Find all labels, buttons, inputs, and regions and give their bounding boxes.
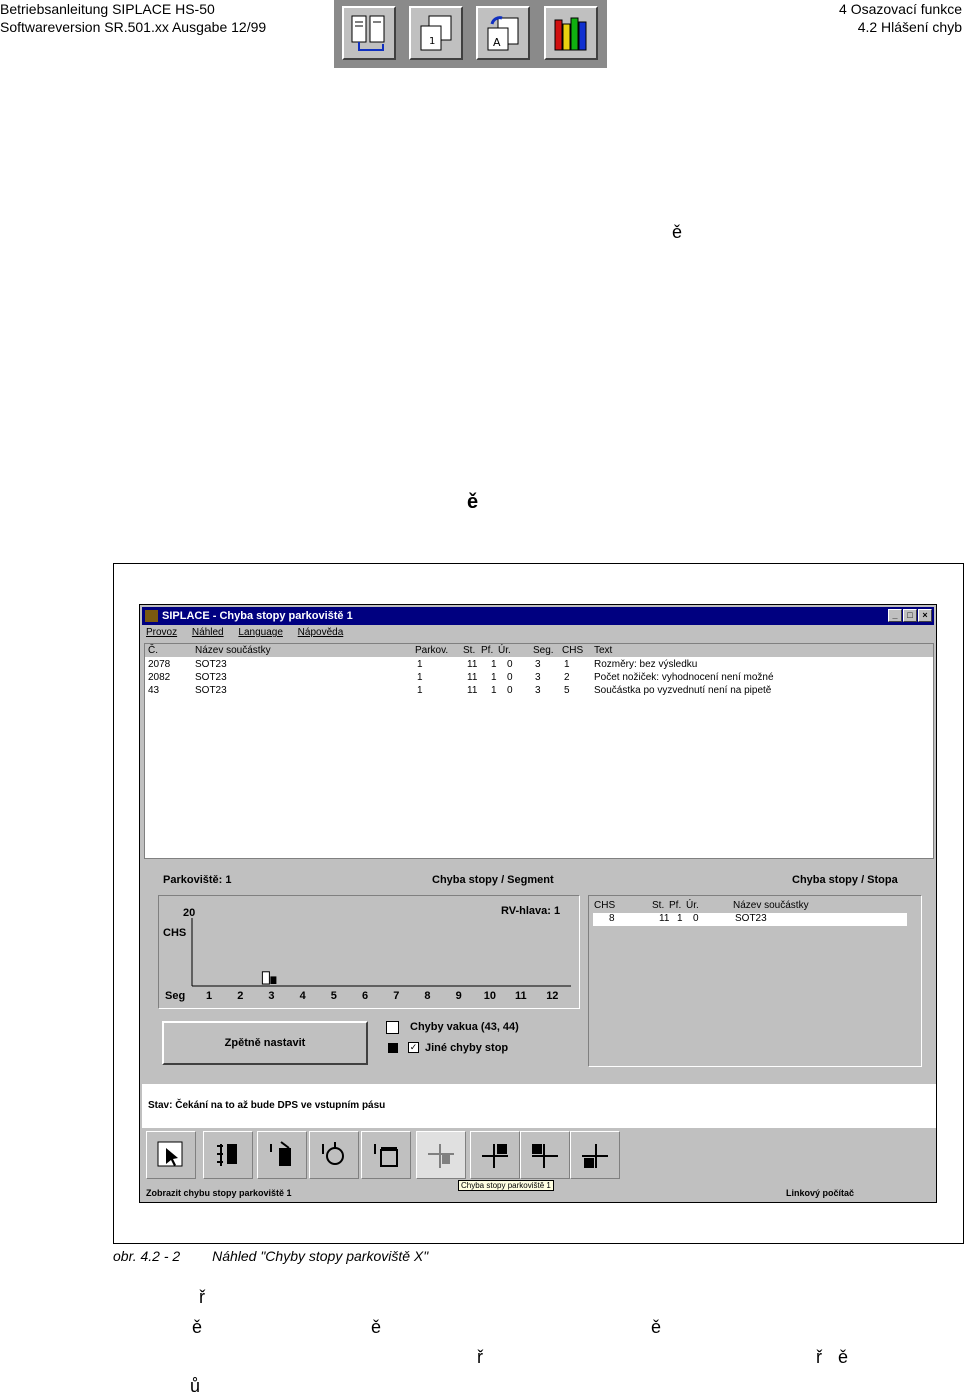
menu-bar [146,626,355,640]
svg-text:A: A [493,36,501,49]
cell: 5 [564,685,570,696]
close-button[interactable]: × [918,609,932,622]
x-tick-label: 4 [299,990,306,1002]
cell: 3 [535,659,541,670]
figure-caption [113,1248,428,1264]
track2-tool-icon[interactable] [470,1131,520,1179]
figure-title: Náhled "Chyby stopy parkoviště X" [212,1248,429,1264]
cell: 11 [467,685,478,696]
x-tick-label: 10 [483,990,497,1002]
cell: 1 [491,685,497,696]
x-tick-label: 1 [206,990,213,1002]
cell: 2078 [148,659,171,670]
svg-text:1: 1 [429,36,436,47]
text-fragment: ě [192,1317,203,1337]
stopa-col-ur: Úr. [686,900,699,911]
legend-other-swatch [388,1043,398,1053]
x-tick-label: 9 [455,990,462,1002]
cell: 3 [535,672,541,683]
pickup-tool-icon[interactable] [203,1131,253,1179]
nozzle-tool-icon[interactable] [309,1131,359,1179]
tooltip: Chyba stopy parkoviště 1 [458,1180,554,1191]
x-tick-label: 8 [424,990,431,1002]
text-fragment: ř [477,1347,483,1367]
legend-vacuum-swatch [386,1021,399,1034]
cell: 1 [491,659,497,670]
cell: 0 [693,913,699,924]
text-fragment: ů [190,1376,201,1396]
header-software-version: Softwareversion SR.501.xx Ausgabe 12/99 [0,19,267,35]
col-st[interactable]: St. [463,645,476,656]
text-fragment: ě [651,1317,662,1337]
stopa-title: Chyba stopy / Stopa [792,874,898,886]
parkoviste-label: Parkoviště: 1 [163,874,232,886]
cell: SOT23 [735,913,767,924]
feeder-tool-icon[interactable] [361,1131,411,1179]
col-seg[interactable]: Seg. [533,645,554,656]
menu-provoz[interactable]: Provoz [146,627,178,638]
statusbar-right: Linkový počítač [786,1188,855,1198]
header-chapter: 4 Osazovací funkce [839,1,962,17]
cell: 11 [467,672,478,683]
x-tick-label: 6 [362,990,369,1002]
x-tick-label: 3 [268,990,275,1002]
siplace-window [139,604,937,1203]
stopa-row[interactable] [593,913,907,926]
track3-tool-icon[interactable] [520,1131,570,1179]
status-text: Stav: Čekání na to až bude DPS ve vstupním pásu [142,1084,936,1128]
table-row[interactable] [145,672,933,684]
cell: 0 [507,659,513,670]
cell: 1 [417,672,423,683]
col-ur[interactable]: Úr. [498,645,511,656]
cell: 1 [417,659,423,670]
cell: 2 [564,672,570,683]
stopa-col-pf: Pf. [669,900,682,911]
cell: 3 [535,685,541,696]
header-manual-title: Betriebsanleitung SIPLACE HS-50 [0,1,215,17]
cell: 43 [148,685,160,696]
col-text[interactable]: Text [594,645,613,656]
window-titlebar [142,607,934,625]
text-fragment: ř [199,1287,205,1307]
pages-icon[interactable] [409,6,463,60]
x-tick-label: 12 [546,990,559,1002]
table-row[interactable] [145,659,933,671]
cell: 11 [659,913,670,924]
select-tool-icon[interactable] [146,1131,196,1179]
table-row[interactable] [145,685,933,697]
figure-number: obr. 4.2 - 2 [113,1248,181,1264]
heading-fragment: ě [467,491,479,513]
menu-language[interactable]: Language [238,627,283,638]
text-fragment: ě [838,1347,849,1367]
book-contents-icon[interactable] [342,6,396,60]
window-title: SIPLACE - Chyba stopy parkoviště 1 [162,610,353,622]
y-axis-label: CHS [163,927,187,939]
cell: 11 [467,659,478,670]
bookshelf-icon[interactable] [544,6,598,60]
track4-tool-icon[interactable] [570,1131,620,1179]
stopa-col-chs: CHS [594,900,616,911]
x-tick-label: 5 [330,990,337,1002]
cell: 8 [609,913,615,924]
legend-vacuum-label: Chyby vakua (43, 44) [410,1021,519,1033]
bar-other-error [270,976,276,984]
cell: 1 [491,672,497,683]
error-list[interactable] [144,643,934,859]
cell: Počet nožiček: vyhodnocení není možné [594,672,774,683]
app-icon [145,610,158,622]
segment-title: Chyba stopy / Segment [432,874,554,886]
navigation-bar [334,0,607,68]
header-section: 4.2 Hlášení chyb [857,19,962,35]
minimize-button[interactable]: _ [888,609,902,622]
col-parkov[interactable]: Parkov. [415,645,449,656]
stopa-col-st: St. [652,900,665,911]
list-header [145,644,933,657]
head-tool-icon[interactable] [257,1131,307,1179]
x-tick-label: 11 [515,990,527,1002]
rv-head-label: RV-hlava: 1 [501,905,561,917]
status-bar [142,1186,936,1201]
x-tick-label: 7 [393,990,400,1002]
bar-vacuum-error [262,972,269,984]
text-fragment: ř [816,1347,822,1367]
track-error-tool-icon[interactable] [416,1131,466,1179]
reset-button[interactable]: Zpětně nastavit [162,1021,368,1065]
col-pf[interactable]: Pf. [481,645,494,656]
col-nazev[interactable]: Název součástky [195,645,271,656]
maximize-button[interactable]: □ [903,609,917,622]
legend-other-checkbox[interactable]: ✓ [409,1042,418,1052]
text-fragment: ě [672,222,683,242]
cell: Součástka po vyzvednutí není na pipetě [594,685,772,696]
legend-other-label: Jiné chyby stop [425,1042,509,1054]
segment-chart-svg [159,896,579,1008]
cell: 0 [507,685,513,696]
text-fragment: ě [371,1317,382,1337]
x-axis-label: Seg [165,990,186,1002]
cell: SOT23 [195,685,227,696]
cell: SOT23 [195,672,227,683]
cell: 2082 [148,672,171,683]
menu-nahled[interactable]: Náhled [191,627,224,638]
col-chs[interactable]: CHS [562,645,584,656]
statusbar-left: Zobrazit chybu stopy parkoviště 1 [146,1188,292,1198]
stopa-col-nazev: Název součástky [733,900,809,911]
cell: Rozměry: bez výsledku [594,659,698,670]
cell: 1 [417,685,423,696]
cell: 1 [677,913,683,924]
cell: 1 [564,659,570,670]
col-cislo[interactable]: Č. [148,645,158,656]
stopa-list[interactable] [588,895,922,1067]
cell: 0 [507,672,513,683]
segment-chart [158,895,580,1009]
cell: SOT23 [195,659,227,670]
menu-napoveda[interactable]: Nápověda [297,627,344,638]
document-a-icon[interactable] [476,6,530,60]
x-tick-label: 2 [237,990,244,1002]
y-max-label: 20 [183,907,196,919]
